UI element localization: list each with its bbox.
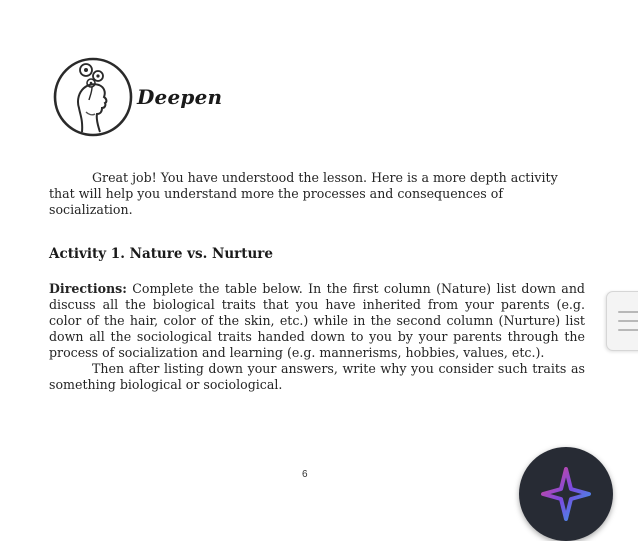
sparkle-star-icon (541, 467, 591, 521)
page-number: 6 (302, 469, 308, 480)
directions-paragraph (49, 281, 585, 361)
section-title: Deepen (137, 85, 223, 109)
head-gears-logo-icon (52, 56, 134, 138)
activity-title: Activity 1. Nature vs. Nurture (49, 246, 274, 262)
assistant-fab-button[interactable] (519, 447, 613, 541)
directions-label: Directions: (49, 281, 127, 296)
directions-text: Complete the table below. In the first column (Nature) list down and discuss all the biological traits that you have inherited from your parents (e.g. color of the hair, color of the skin, etc.) while in the second column (Nurture) list down all the sociological traits handed down to you by your parents through the process of socialization and learning (e.g. mannerisms, hobbies, values, etc.). (49, 281, 585, 360)
side-menu-tab[interactable] (606, 291, 638, 351)
followup-paragraph: Then after listing down your answers, write why you consider such traits as something biological or sociological. (49, 361, 585, 392)
intro-paragraph: Great job! You have understood the lesson. Here is a more depth activity that will help you understand more the processes and consequences of socialization. (49, 170, 558, 217)
